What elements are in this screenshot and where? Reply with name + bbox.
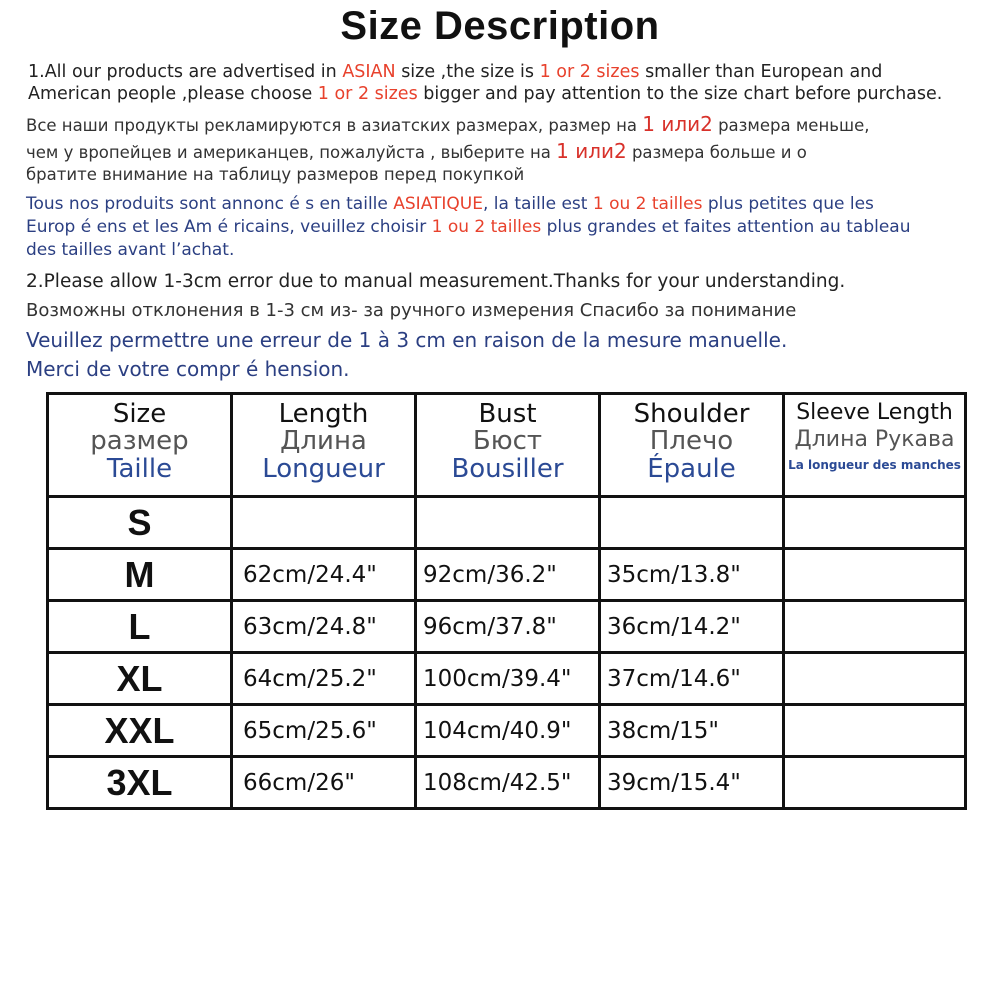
header-bust-ru: Бюст: [472, 426, 543, 457]
table-row: [48, 653, 966, 705]
length-cell: 64cm/25.2": [232, 653, 416, 705]
length-cell: 62cm/24.4": [232, 549, 416, 601]
table-header-row: [48, 394, 966, 497]
size-cell: XL: [48, 653, 232, 705]
note2-en: 2.Please allow 1-3cm error due to manual measurement.Thanks for your understanding.: [26, 271, 846, 292]
header-shoulder-en: Shoulder: [633, 399, 750, 429]
length-cell: 66cm/26": [232, 757, 416, 809]
header-bust: [416, 394, 600, 497]
header-length-en: Length: [278, 399, 369, 429]
header-sleeve: [784, 394, 966, 497]
length-cell: 63cm/24.8": [232, 601, 416, 653]
shoulder-cell: 36cm/14.2": [600, 601, 784, 653]
header-size-fr: Taille: [106, 453, 173, 484]
bust-cell: 104cm/40.9": [416, 705, 600, 757]
sleeve-cell: [784, 549, 966, 601]
header-bust-en: Bust: [478, 399, 537, 429]
note1-fr-line3: des tailles avant l’achat.: [26, 240, 235, 260]
note2-ru: Возможны отклонения в 1-3 см из- за ручного измерения Спасибо за понимание: [26, 300, 797, 321]
page-title: Size Description: [340, 4, 660, 48]
size-cell: L: [48, 601, 232, 653]
header-length-ru: Длина: [280, 426, 367, 457]
sleeve-cell: [784, 757, 966, 809]
bust-cell: 100cm/39.4": [416, 653, 600, 705]
sleeve-cell: [784, 705, 966, 757]
bust-cell: 108cm/42.5": [416, 757, 600, 809]
size-chart-table: [46, 392, 967, 810]
bust-cell: [416, 497, 600, 549]
size-cell: S: [48, 497, 232, 549]
bust-cell: 92cm/36.2": [416, 549, 600, 601]
table-row: [48, 601, 966, 653]
header-shoulder-ru: Плечо: [649, 426, 734, 457]
size-cell: M: [48, 549, 232, 601]
note1-ru-line3: братите внимание на таблицу размеров перед покупкой: [26, 165, 525, 184]
header-size: [48, 394, 232, 497]
length-cell: 65cm/25.6": [232, 705, 416, 757]
bust-cell: 96cm/37.8": [416, 601, 600, 653]
table-row: [48, 549, 966, 601]
header-size-ru: размер: [90, 426, 189, 457]
header-length: [232, 394, 416, 497]
table-row: [48, 497, 966, 549]
note1-en-line2: American people ,please choose 1 or 2 sizes bigger and pay attention to the size chart before purchase.: [28, 84, 943, 104]
note1-ru-line1: Все наши продукты рекламируются в азиатских размерах, размер на 1 или2 размера меньше,: [26, 112, 870, 136]
sleeve-cell: [784, 601, 966, 653]
header-sleeve-ru: Длина Рукава: [794, 427, 955, 453]
note2-fr-line2: Merci de votre compr é hension.: [26, 357, 350, 381]
header-sleeve-en: Sleeve Length: [796, 400, 953, 425]
shoulder-cell: 39cm/15.4": [600, 757, 784, 809]
shoulder-cell: [600, 497, 784, 549]
note1-en-line1: 1.All our products are advertised in ASIAN size ,the size is 1 or 2 sizes smaller than European and: [28, 62, 883, 82]
header-shoulder: [600, 394, 784, 497]
shoulder-cell: 35cm/13.8": [600, 549, 784, 601]
header-shoulder-fr: Épaule: [647, 453, 736, 484]
size-cell: 3XL: [48, 757, 232, 809]
note1-fr-line1: Tous nos produits sont annonc é s en taille ASIATIQUE, la taille est 1 ou 2 tailles plus petites que les: [26, 194, 874, 214]
shoulder-cell: 38cm/15": [600, 705, 784, 757]
header-bust-fr: Bousiller: [451, 453, 564, 484]
length-cell: [232, 497, 416, 549]
table-row: [48, 705, 966, 757]
sleeve-cell: [784, 497, 966, 549]
header-sleeve-fr: La longueur des manches: [788, 458, 961, 473]
shoulder-cell: 37cm/14.6": [600, 653, 784, 705]
header-size-en: Size: [112, 399, 167, 429]
header-length-fr: Longueur: [262, 453, 385, 484]
sleeve-cell: [784, 653, 966, 705]
table-row: [48, 757, 966, 809]
note1-ru-line2: чем у вропейцев и американцев, пожалуйста , выберите на 1 или2 размера больше и о: [26, 139, 807, 163]
note1-fr-line2: Europ é ens et les Am é ricains, veuillez choisir 1 ou 2 tailles plus grandes et faites attention au tableau: [26, 217, 911, 237]
size-cell: XXL: [48, 705, 232, 757]
note2-fr-line1: Veuillez permettre une erreur de 1 à 3 cm en raison de la mesure manuelle.: [26, 328, 788, 352]
